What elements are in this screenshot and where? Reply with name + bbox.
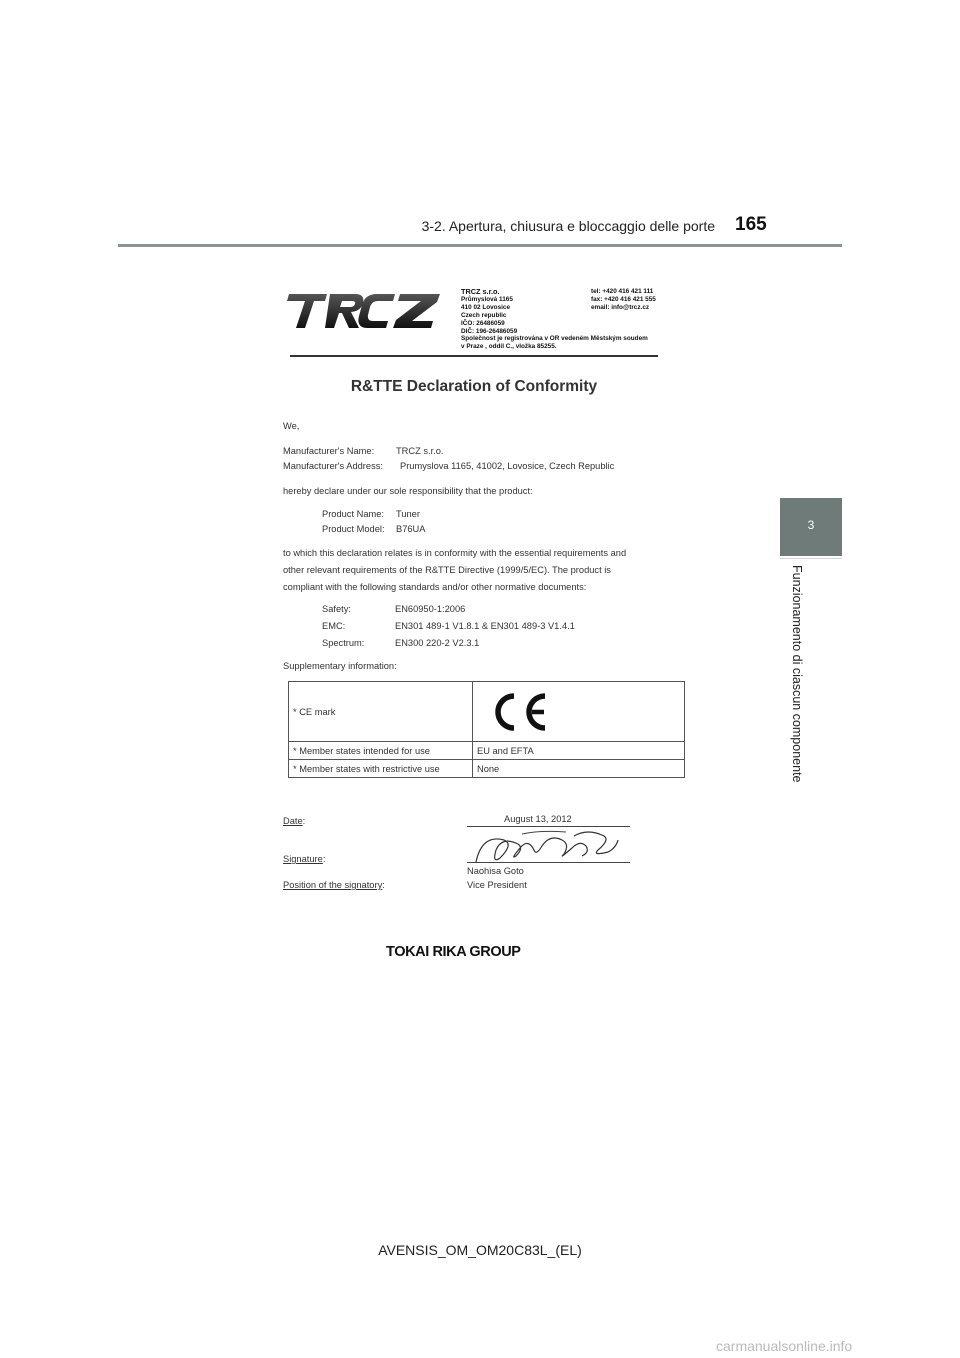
manufacturer-name: TRCZ s.r.o.: [396, 446, 444, 456]
position-label-row: Position of the signatory:: [283, 880, 385, 890]
table-cell: * Member states with restrictive use: [289, 760, 473, 778]
standard-value: EN60950-1:2006: [395, 604, 466, 614]
declare-text: hereby declare under our sole responsibility that the product:: [283, 486, 533, 496]
table-cell: * Member states intended for use: [289, 742, 473, 760]
chapter-tab-divider: [780, 558, 842, 559]
table-cell: None: [473, 760, 685, 778]
conformity-line: compliant with the following standards and/or other normative documents:: [283, 582, 587, 592]
company-info-line: Společnost je registrována v OR vedeném Městským soudem: [461, 335, 648, 343]
conformity-line: to which this declaration relates is in conformity with the essential requirements and: [283, 548, 627, 558]
company-contact: [591, 288, 656, 312]
footer-code: AVENSIS_OM_OM20C83L_(EL): [378, 1242, 582, 1258]
company-info-line: TRCZ s.r.o.: [461, 287, 500, 296]
ce-mark-icon: [487, 692, 549, 732]
document-title: R&TTE Declaration of Conformity: [350, 378, 598, 395]
table-cell: [473, 682, 685, 742]
table-cell: * CE mark: [289, 682, 473, 742]
signatory-title: Vice President: [467, 880, 527, 890]
manufacturer-address-label: Manufacturer's Address:: [283, 461, 383, 471]
company-info-line: Czech republic: [461, 311, 507, 319]
standard-label: Safety:: [322, 604, 351, 614]
standard-value: EN301 489-1 V1.8.1 & EN301 489-3 V1.4.1: [395, 621, 575, 631]
date-value: August 13, 2012: [504, 814, 572, 824]
letterhead-divider: [290, 355, 658, 357]
company-info-line: DIČ: 196-26486059: [461, 327, 518, 335]
manufacturer-name-label: Manufacturer's Name:: [283, 446, 375, 456]
table-cell: EU and EFTA: [473, 742, 685, 760]
contact-line: tel: +420 416 421 111: [591, 288, 654, 295]
standard-label: Spectrum:: [322, 638, 365, 648]
company-info-line: IČO: 26486059: [461, 319, 505, 327]
header-divider: [118, 244, 842, 247]
position-label: Position of the signatory: [283, 880, 383, 890]
signatory-name: Naohisa Goto: [467, 866, 524, 876]
chapter-title: Funzionamento di ciascun componente: [790, 565, 804, 783]
chapter-number: 3: [807, 518, 815, 532]
company-info-line: v Praze , oddíl C., vložka 85255.: [461, 343, 557, 351]
manufacturer-address: Prumyslova 1165, 41002, Lovosice, Czech Republic: [400, 461, 615, 471]
product-model-label: Product Model:: [322, 524, 385, 534]
conformity-line: other relevant requirements of the R&TTE Directive (1999/5/EC). The product is: [283, 565, 611, 575]
signature-label-row: Signature:: [283, 854, 326, 864]
trcz-logo: [283, 290, 443, 332]
product-model: B76UA: [396, 524, 426, 534]
signature-line: [467, 862, 630, 863]
contact-line: email: info@trcz.cz: [591, 303, 650, 311]
watermark: carmanualsonline.info: [716, 1338, 853, 1354]
we-text: We,: [283, 421, 300, 431]
company-info-line: Průmyslová 1165: [461, 295, 513, 303]
signature-label: Signature: [283, 854, 323, 864]
section-title: 3-2. Apertura, chiusura e bloccaggio delle porte: [421, 218, 715, 234]
supplementary-label: Supplementary information:: [283, 661, 397, 671]
product-name: Tuner: [396, 509, 420, 519]
standard-value: EN300 220-2 V2.3.1: [395, 638, 480, 648]
standard-label: EMC:: [322, 621, 346, 631]
date-label-row: Date:: [283, 816, 306, 826]
page-number: 165: [735, 214, 767, 235]
company-info-line: 410 02 Lovosice: [461, 303, 511, 311]
supplementary-table: [288, 681, 685, 778]
tokai-rika-group-logo: TOKAI RIKA GROUP: [386, 944, 521, 960]
product-name-label: Product Name:: [322, 509, 385, 519]
table-row: [289, 682, 685, 742]
table-row: [289, 760, 685, 778]
date-label: Date: [283, 816, 303, 826]
contact-line: fax: +420 416 421 555: [591, 295, 656, 303]
table-row: [289, 742, 685, 760]
